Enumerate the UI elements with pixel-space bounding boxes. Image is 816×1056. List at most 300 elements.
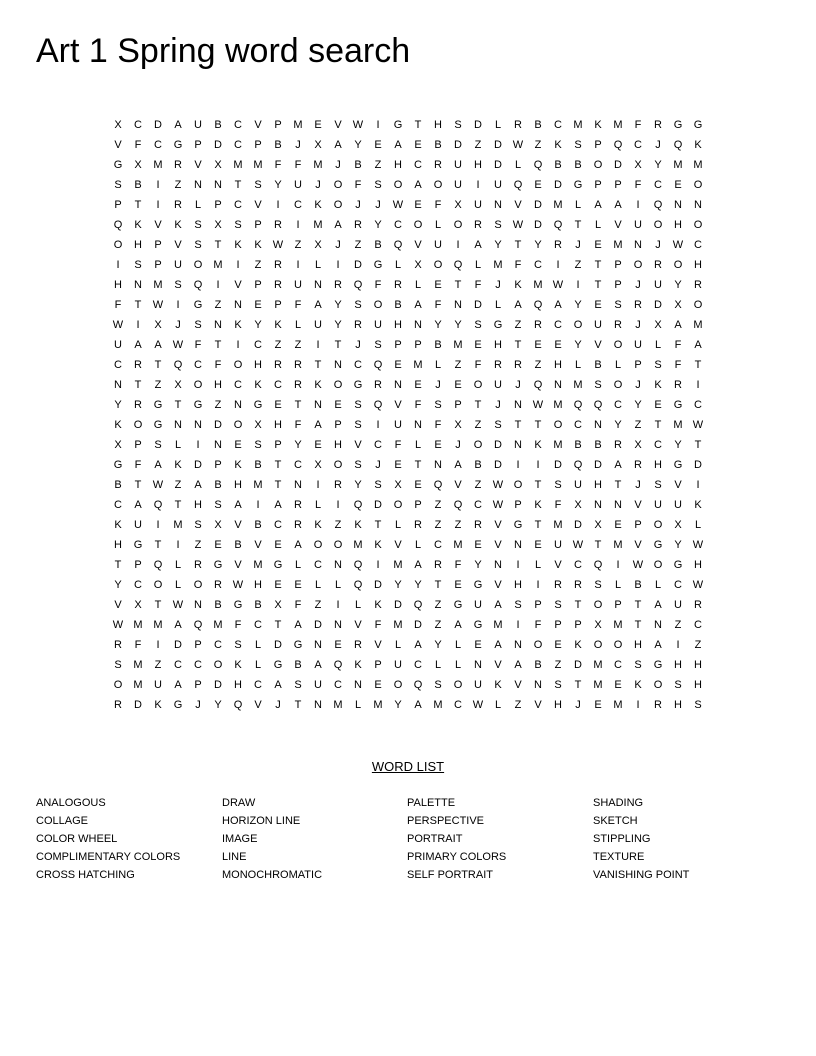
grid-letter: Q [413, 679, 423, 691]
grid-letter: J [195, 699, 201, 711]
grid-letter: O [453, 219, 463, 231]
grid-letter: T [414, 119, 422, 131]
grid-letter: I [336, 599, 340, 611]
grid-letter: D [354, 259, 362, 271]
grid-letter: R [174, 199, 182, 211]
grid-letter: L [254, 659, 262, 671]
grid-letter: A [414, 299, 422, 311]
grid-letter: R [294, 519, 302, 531]
grid-letter: G [193, 399, 203, 411]
grid-letter: E [474, 639, 482, 651]
grid-row [108, 495, 708, 515]
grid-letter: E [434, 279, 442, 291]
grid-letter: B [434, 139, 442, 151]
grid-letter: I [576, 279, 580, 291]
grid-letter: J [355, 339, 361, 351]
grid-letter: N [654, 619, 662, 631]
grid-letter: N [334, 359, 342, 371]
grid-letter: J [495, 399, 501, 411]
grid-letter: Y [434, 319, 442, 331]
grid-letter: R [294, 379, 302, 391]
grid-letter: C [694, 399, 702, 411]
grid-letter: Q [233, 699, 243, 711]
grid-letter: J [655, 239, 661, 251]
grid-letter: P [254, 279, 262, 291]
grid-letter: Y [574, 339, 582, 351]
grid-letter: D [694, 459, 702, 471]
grid-letter: S [194, 239, 202, 251]
grid-row [108, 155, 708, 175]
grid-letter: P [194, 639, 202, 651]
grid-letter: T [294, 699, 302, 711]
grid-letter: Q [373, 399, 383, 411]
grid-letter: E [594, 239, 602, 251]
grid-letter: Z [294, 339, 302, 351]
grid-letter: Y [634, 399, 642, 411]
grid-letter: K [134, 219, 142, 231]
grid-letter: Z [554, 659, 562, 671]
grid-letter: W [692, 539, 704, 551]
grid-letter: W [152, 299, 164, 311]
grid-letter: Q [353, 579, 363, 591]
grid-letter: T [514, 339, 522, 351]
grid-letter: U [474, 599, 482, 611]
grid-letter: C [654, 439, 662, 451]
grid-letter: K [594, 119, 602, 131]
grid-letter: C [434, 539, 442, 551]
grid-letter: S [554, 679, 562, 691]
grid-letter: E [274, 399, 282, 411]
grid-letter: O [553, 419, 563, 431]
grid-letter: E [274, 579, 282, 591]
grid-letter: T [114, 559, 122, 571]
grid-letter: D [614, 159, 622, 171]
grid-letter: K [534, 439, 542, 451]
grid-letter: R [554, 579, 562, 591]
grid-letter: T [474, 399, 482, 411]
grid-letter: I [376, 419, 380, 431]
grid-letter: N [674, 199, 682, 211]
grid-letter: A [154, 339, 162, 351]
grid-letter: A [134, 499, 142, 511]
grid-letter: P [114, 199, 122, 211]
grid-letter: D [194, 459, 202, 471]
grid-letter: U [494, 379, 502, 391]
grid-letter: T [594, 259, 602, 271]
grid-letter: N [174, 419, 182, 431]
grid-letter: N [554, 379, 562, 391]
grid-letter: K [634, 679, 642, 691]
grid-letter: V [634, 539, 642, 551]
grid-letter: I [216, 279, 220, 291]
grid-letter: Y [674, 539, 682, 551]
grid-letter: M [253, 479, 263, 491]
grid-letter: A [174, 679, 182, 691]
grid-letter: O [233, 359, 243, 371]
grid-letter: B [254, 599, 262, 611]
grid-letter: R [654, 259, 662, 271]
grid-letter: N [494, 199, 502, 211]
grid-letter: F [674, 339, 682, 351]
grid-letter: D [654, 299, 662, 311]
grid-letter: B [554, 159, 562, 171]
grid-letter: O [393, 499, 403, 511]
grid-row [108, 235, 708, 255]
grid-letter: V [414, 239, 422, 251]
grid-letter: N [214, 439, 222, 451]
grid-letter: J [455, 439, 461, 451]
grid-letter: S [354, 299, 362, 311]
grid-letter: T [154, 599, 162, 611]
grid-letter: E [474, 339, 482, 351]
grid-letter: I [376, 119, 380, 131]
grid-letter: B [594, 439, 602, 451]
grid-letter: K [234, 319, 242, 331]
grid-letter: F [434, 299, 442, 311]
grid-letter: V [254, 539, 262, 551]
grid-letter: N [514, 639, 522, 651]
grid-letter: H [134, 239, 142, 251]
grid-letter: O [333, 539, 343, 551]
grid-letter: U [574, 479, 582, 491]
grid-letter: L [434, 359, 442, 371]
grid-letter: E [654, 399, 662, 411]
grid-letter: F [514, 259, 522, 271]
grid-letter: K [254, 239, 262, 251]
grid-letter: G [673, 119, 683, 131]
grid-letter: V [234, 519, 242, 531]
grid-letter: Z [474, 139, 482, 151]
word-list-item: TEXTURE [593, 851, 645, 863]
grid-letter: H [394, 159, 402, 171]
grid-letter: W [672, 239, 684, 251]
grid-letter: V [494, 539, 502, 551]
grid-letter: I [616, 559, 620, 571]
grid-letter: H [254, 359, 262, 371]
grid-letter: O [613, 639, 623, 651]
grid-letter: X [394, 479, 402, 491]
grid-letter: F [634, 179, 642, 191]
grid-row [108, 335, 708, 355]
grid-letter: N [394, 379, 402, 391]
word-list-item: HORIZON LINE [222, 815, 301, 827]
grid-letter: V [234, 559, 242, 571]
grid-row [108, 695, 708, 715]
grid-letter: T [534, 519, 542, 531]
grid-letter: K [114, 419, 122, 431]
grid-letter: R [274, 259, 282, 271]
grid-letter: O [313, 539, 323, 551]
grid-letter: E [314, 119, 322, 131]
grid-letter: O [333, 379, 343, 391]
grid-letter: P [414, 499, 422, 511]
grid-letter: T [134, 199, 142, 211]
grid-letter: U [454, 159, 462, 171]
grid-letter: M [573, 379, 583, 391]
grid-letter: L [534, 559, 542, 571]
grid-letter: K [114, 519, 122, 531]
grid-letter: F [214, 359, 222, 371]
grid-letter: R [274, 279, 282, 291]
grid-letter: U [454, 179, 462, 191]
grid-letter: A [394, 139, 402, 151]
grid-letter: O [433, 259, 443, 271]
grid-letter: I [476, 179, 480, 191]
grid-letter: H [654, 459, 662, 471]
grid-letter: O [133, 419, 143, 431]
grid-letter: V [534, 699, 542, 711]
grid-letter: G [113, 459, 123, 471]
grid-letter: R [134, 359, 142, 371]
grid-letter: D [454, 139, 462, 151]
grid-letter: J [335, 239, 341, 251]
grid-letter: M [173, 519, 183, 531]
grid-letter: D [554, 459, 562, 471]
grid-letter: N [314, 699, 322, 711]
grid-letter: T [154, 539, 162, 551]
grid-letter: Z [514, 319, 522, 331]
grid-letter: U [674, 599, 682, 611]
grid-letter: L [474, 259, 482, 271]
grid-letter: S [254, 439, 262, 451]
grid-letter: S [554, 479, 562, 491]
grid-letter: T [134, 299, 142, 311]
grid-letter: R [114, 699, 122, 711]
grid-letter: G [273, 559, 283, 571]
grid-letter: L [194, 199, 202, 211]
grid-letter: T [214, 339, 222, 351]
grid-letter: W [232, 579, 244, 591]
grid-letter: K [554, 139, 562, 151]
grid-letter: A [514, 659, 522, 671]
grid-letter: T [214, 239, 222, 251]
grid-letter: M [133, 679, 143, 691]
grid-letter: R [194, 559, 202, 571]
grid-letter: U [154, 679, 162, 691]
grid-letter: H [334, 439, 342, 451]
grid-letter: D [554, 179, 562, 191]
grid-letter: Z [574, 259, 582, 271]
grid-letter: E [594, 299, 602, 311]
grid-letter: Q [453, 259, 463, 271]
grid-letter: S [494, 219, 502, 231]
grid-row [108, 395, 708, 415]
grid-row [108, 195, 708, 215]
grid-row [108, 435, 708, 455]
grid-letter: Z [674, 619, 682, 631]
grid-letter: M [313, 159, 323, 171]
grid-letter: P [634, 519, 642, 531]
grid-letter: V [334, 119, 342, 131]
grid-letter: H [494, 339, 502, 351]
grid-letter: Y [114, 579, 122, 591]
grid-letter: Z [474, 479, 482, 491]
grid-letter: D [214, 679, 222, 691]
grid-letter: A [454, 459, 462, 471]
grid-letter: Y [434, 639, 442, 651]
grid-letter: A [614, 199, 622, 211]
grid-letter: Q [533, 379, 543, 391]
grid-letter: M [453, 339, 463, 351]
grid-row [108, 175, 708, 195]
grid-letter: C [194, 659, 202, 671]
grid-letter: W [512, 139, 524, 151]
grid-letter: A [314, 659, 322, 671]
grid-letter: J [635, 279, 641, 291]
grid-letter: F [534, 619, 542, 631]
grid-letter: U [394, 419, 402, 431]
grid-letter: W [532, 399, 544, 411]
grid-letter: T [514, 239, 522, 251]
grid-letter: S [594, 379, 602, 391]
grid-letter: Y [414, 579, 422, 591]
grid-letter: I [556, 259, 560, 271]
grid-letter: K [694, 499, 702, 511]
grid-row [108, 475, 708, 495]
grid-row [108, 515, 708, 535]
grid-letter: C [134, 119, 142, 131]
grid-letter: O [333, 199, 343, 211]
word-list-item: MONOCHROMATIC [222, 869, 323, 881]
grid-letter: M [493, 259, 503, 271]
grid-letter: Z [214, 299, 222, 311]
grid-letter: D [574, 519, 582, 531]
grid-letter: D [214, 419, 222, 431]
grid-letter: F [234, 619, 242, 631]
grid-letter: Y [674, 279, 682, 291]
grid-letter: N [594, 419, 602, 431]
grid-letter: Y [674, 439, 682, 451]
word-list-column-2 [222, 794, 322, 884]
grid-letter: W [112, 619, 124, 631]
grid-letter: Z [374, 159, 382, 171]
grid-letter: L [174, 559, 182, 571]
grid-letter: M [153, 279, 163, 291]
grid-letter: Y [354, 139, 362, 151]
grid-row [108, 115, 708, 135]
grid-letter: A [694, 339, 702, 351]
word-list-item: PRIMARY COLORS [407, 851, 507, 863]
grid-letter: R [474, 219, 482, 231]
grid-letter: A [474, 239, 482, 251]
grid-letter: H [514, 579, 522, 591]
grid-letter: I [236, 339, 240, 351]
grid-letter: E [554, 339, 562, 351]
grid-letter: T [694, 359, 702, 371]
grid-letter: C [574, 559, 582, 571]
grid-letter: G [453, 599, 463, 611]
grid-letter: M [593, 679, 603, 691]
grid-letter: T [594, 539, 602, 551]
grid-letter: M [433, 699, 443, 711]
grid-letter: H [674, 219, 682, 231]
grid-letter: U [654, 499, 662, 511]
grid-letter: V [194, 159, 202, 171]
grid-letter: B [634, 579, 642, 591]
grid-letter: J [315, 179, 321, 191]
grid-letter: T [174, 499, 182, 511]
grid-letter: X [214, 519, 222, 531]
grid-letter: X [114, 119, 122, 131]
grid-letter: W [552, 279, 564, 291]
grid-letter: A [294, 539, 302, 551]
grid-letter: C [114, 499, 122, 511]
grid-letter: I [116, 259, 120, 271]
grid-letter: G [673, 399, 683, 411]
grid-letter: K [314, 379, 322, 391]
grid-letter: A [414, 559, 422, 571]
grid-letter: O [693, 179, 703, 191]
grid-letter: R [674, 379, 682, 391]
grid-letter: M [553, 519, 563, 531]
grid-letter: A [514, 299, 522, 311]
grid-letter: B [254, 459, 262, 471]
grid-letter: Z [154, 379, 162, 391]
grid-letter: V [514, 199, 522, 211]
grid-letter: K [694, 139, 702, 151]
grid-letter: D [494, 139, 502, 151]
grid-letter: F [474, 359, 482, 371]
grid-letter: S [354, 459, 362, 471]
grid-letter: U [174, 259, 182, 271]
word-list-column-4 [593, 794, 689, 884]
grid-letter: S [354, 399, 362, 411]
grid-letter: N [294, 479, 302, 491]
grid-letter: N [514, 439, 522, 451]
grid-letter: B [234, 539, 242, 551]
grid-letter: S [654, 359, 662, 371]
grid-letter: I [336, 259, 340, 271]
grid-letter: R [434, 559, 442, 571]
grid-row [108, 615, 708, 635]
grid-letter: I [516, 559, 520, 571]
grid-letter: M [573, 119, 583, 131]
grid-letter: R [214, 579, 222, 591]
grid-letter: C [134, 579, 142, 591]
grid-letter: T [274, 459, 282, 471]
grid-letter: F [434, 419, 442, 431]
grid-row [108, 315, 708, 335]
grid-letter: Y [534, 239, 542, 251]
grid-letter: I [156, 199, 160, 211]
grid-letter: S [194, 319, 202, 331]
grid-letter: P [194, 139, 202, 151]
grid-letter: J [515, 379, 521, 391]
grid-letter: N [414, 319, 422, 331]
grid-letter: M [413, 359, 423, 371]
grid-letter: V [594, 339, 602, 351]
grid-letter: B [374, 239, 382, 251]
grid-letter: K [374, 539, 382, 551]
grid-letter: M [613, 539, 623, 551]
grid-letter: W [272, 239, 284, 251]
grid-letter: P [154, 259, 162, 271]
grid-letter: S [114, 179, 122, 191]
grid-letter: Y [274, 179, 282, 191]
grid-letter: A [654, 639, 662, 651]
grid-letter: H [594, 479, 602, 491]
grid-letter: U [654, 279, 662, 291]
grid-letter: U [674, 499, 682, 511]
grid-letter: G [673, 559, 683, 571]
grid-letter: G [133, 539, 143, 551]
grid-letter: M [213, 259, 223, 271]
grid-letter: F [274, 159, 282, 171]
grid-letter: A [274, 499, 282, 511]
grid-letter: T [154, 359, 162, 371]
grid-letter: M [153, 619, 163, 631]
grid-letter: I [456, 239, 460, 251]
